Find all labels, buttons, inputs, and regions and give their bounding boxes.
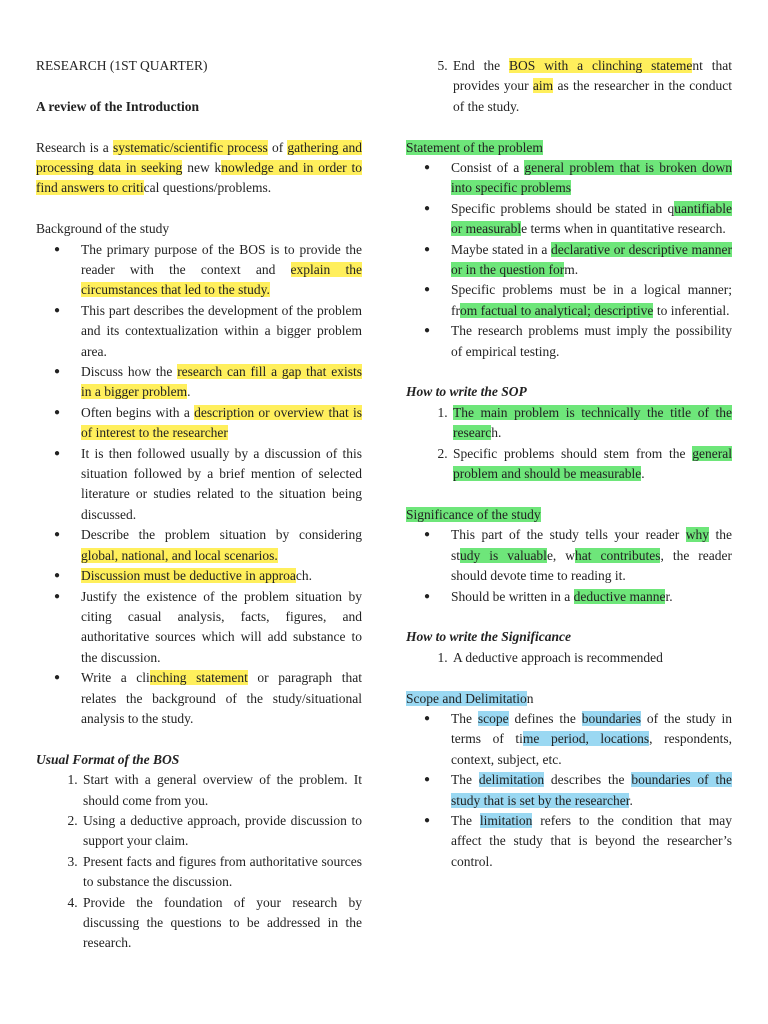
how-significance-heading: How to write the Significance <box>406 629 572 645</box>
format-list <box>36 770 362 954</box>
list-item: ● This part describes the development of the problem and its contextualization within a bigger problem area. <box>81 301 362 362</box>
list-item: ● Describe the problem situation by considering global, national, and local scenarios. <box>81 525 362 566</box>
list-item: ● The research problems must imply the possibility of empirical testing. <box>451 321 732 362</box>
left-column <box>36 56 362 954</box>
list-item: 1. Start with a general overview of the problem. It should come from you. <box>81 770 362 811</box>
how-sop-list <box>406 403 732 485</box>
list-item: ● Maybe stated in a declarative or descriptive manner or in the question form. <box>451 240 732 281</box>
list-item: ● The limitation refers to the condition that may affect the study that is beyond the researcher’s control. <box>451 811 732 872</box>
list-item: 5. End the BOS with a clinching statement that provides your aim as the researcher in the conduct of the study. <box>451 56 732 117</box>
list-item: ● Discussion must be deductive in approach. <box>81 566 362 586</box>
list-item: ● Should be written in a deductive manner. <box>451 587 732 607</box>
list-item: ● Justify the existence of the problem situation by citing casual analysis, facts, figures, and authoritative sources which will add substance to the discussion. <box>81 587 362 669</box>
significance-list <box>406 525 732 607</box>
list-item: ● This part of the study tells your reader why the study is valuable, what contributes, the reader should devote time to reading it. <box>451 525 732 586</box>
scope-list <box>406 709 732 872</box>
list-item: ● The delimitation describes the boundaries of the study that is set by the researcher. <box>451 770 732 811</box>
list-item: 1. The main problem is technically the title of the research. <box>451 403 732 444</box>
sop-heading: Statement of the problem <box>406 139 543 155</box>
list-item: ● Specific problems should be stated in quantifiable or measurable terms when in quantitative research. <box>451 199 732 240</box>
bos-heading: Background of the study <box>36 221 170 237</box>
list-item: 2. Using a deductive approach, provide discussion to support your claim. <box>81 811 362 852</box>
bos-list <box>36 240 362 730</box>
review-heading: A review of the Introduction <box>36 98 199 114</box>
format-list-continued <box>406 56 732 117</box>
list-item: ● Discuss how the research can fill a gap that exists in a bigger problem. <box>81 362 362 403</box>
list-item: ● Often begins with a description or overview that is of interest to the researcher <box>81 403 362 444</box>
research-definition: Research is a systematic/scientific process of gathering and processing data in seeking new knowledge and in order to find answers to critical questions/problems. <box>36 139 362 196</box>
format-heading: Usual Format of the BOS <box>36 751 180 767</box>
document-title: RESEARCH (1ST QUARTER) <box>36 58 208 73</box>
list-item: 4. Provide the foundation of your research by discussing the questions to be addressed in the research. <box>81 893 362 954</box>
list-item: 3. Present facts and figures from authoritative sources to substance the discussion. <box>81 852 362 893</box>
how-sop-heading: How to write the SOP <box>406 384 527 400</box>
scope-heading: Scope and Delimitation <box>406 690 534 706</box>
list-item: 2. Specific problems should stem from the general problem and should be measurable. <box>451 444 732 485</box>
how-significance-list <box>406 648 732 668</box>
list-item: ● Write a clinching statement or paragraph that relates the background of the study/situational analysis to the study. <box>81 668 362 729</box>
right-column <box>406 56 732 872</box>
list-item: ● The scope defines the boundaries of the study in terms of time period, locations, respondents, context, subject, etc. <box>451 709 732 770</box>
list-item: ● It is then followed usually by a discussion of this situation followed by a brief mention of selected literature or studies related to the situation being discussed. <box>81 444 362 526</box>
significance-heading: Significance of the study <box>406 506 541 522</box>
list-item: 1. A deductive approach is recommended <box>451 648 732 668</box>
sop-list <box>406 158 732 362</box>
list-item: ● Consist of a general problem that is broken down into specific problems <box>451 158 732 199</box>
list-item: ● Specific problems must be in a logical manner; from factual to analytical; descriptive to inferential. <box>451 280 732 321</box>
list-item: ● The primary purpose of the BOS is to provide the reader with the context and explain the circumstances that led to the study. <box>81 240 362 301</box>
